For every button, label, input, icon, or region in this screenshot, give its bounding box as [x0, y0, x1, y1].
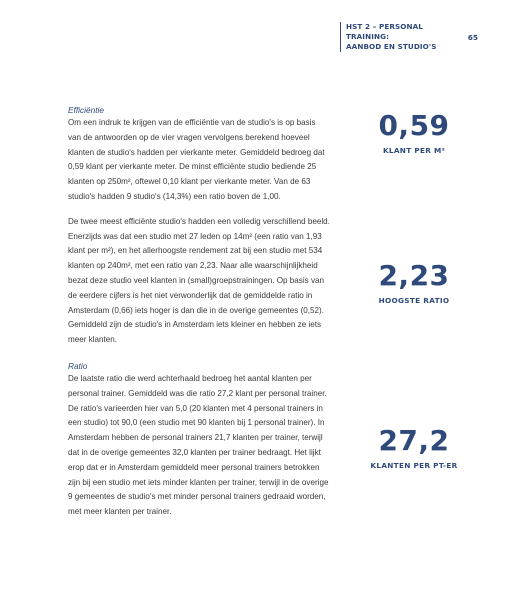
paragraph-ratio-1: De laatste ratio die werd achterhaald bedroeg het aantal klanten per personal trainer. Gemiddeld was die ratio 27,2 klant per personal trainer. De ratio's varieerden hier van 5,0 (20 klanten met 4 personal trainers in een studio) tot 90,0 (een studio met 90 klanten bij 1 personal trainer). In Amsterdam hebben de personal trainers 21,7 klanten per trainer, terwijl dat in de overige gemeentes 32,0 klanten per trainer bedraagt. Het lijkt erop dat er in Amsterdam gemiddeld meer personal trainers betrokken zijn bij een studio met iets minder klanten per trainer, terwijl in de overige 9 gemeentes de studio's met minder personal trainers gedraaid worden, met meer klanten per trainer. [68, 373, 329, 517]
header-title-line2: AANBOD EN STUDIO'S [346, 42, 437, 51]
body-text [68, 104, 330, 520]
heading-ratio: Ratio [68, 360, 88, 371]
stat-label: KLANT PER M² [382, 146, 446, 155]
paragraph-efficiency-1: Om een indruk te krijgen van de efficiëntie van de studio's is op basis van de antwoorden op de vier vragen vervolgens berekend hoeveel klanten de studio's hadden per vierkante meter. Gemiddeld bedroeg dat 0,59 klant per vierkante meter. De minst efficiënte studio bediende 25 klanten op 250m², oftewel 0,10 klant per vierkante meter. Van de 63 studio's hadden 9 studio's (14,3%) een ratio boven de 1,00. [68, 118, 325, 201]
stat-value: 0,59 [378, 109, 450, 142]
stat-callout-klanten-per-pt [355, 425, 473, 471]
stat-label: KLANTEN PER PT-ER [370, 461, 458, 470]
stat-callout-hoogste-ratio [355, 260, 473, 306]
running-header [340, 22, 486, 52]
header-title-line1: HST 2 – PERSONAL TRAINING: [346, 22, 423, 41]
page-number: 65 [467, 33, 478, 42]
stat-callout-klant-per-m2 [355, 110, 473, 156]
stat-label: HOOGSTE RATIO [378, 296, 450, 305]
heading-efficiency: Efficiëntie [68, 105, 104, 115]
stat-value: 2,23 [378, 259, 450, 292]
paragraph-efficiency-2: De twee meest efficiënte studio's hadden een volledig verschillend beeld. Enerzijds was dat een studio met 27 leden op 14m² (een ratio van 1,93 klant per m²), en het allerhoogste rendement zat bij een studio met 534 klanten op 240m², met een ratio van 2,23. Naar alle waarschijnlijkheid bezat deze studio veel klanten in (small)groepstrainingen. Op basis van de eerdere cijfers is het niet verwonderlijk dat de gemiddelde ratio in Amsterdam (0,66) iets hoger is dan die in de overige gemeentes (0,52). Gemiddeld zijn de studio's in Amsterdam iets kleiner en hebben ze iets meer klanten. [68, 216, 330, 345]
header-title [346, 22, 446, 52]
stat-value: 27,2 [378, 424, 450, 457]
